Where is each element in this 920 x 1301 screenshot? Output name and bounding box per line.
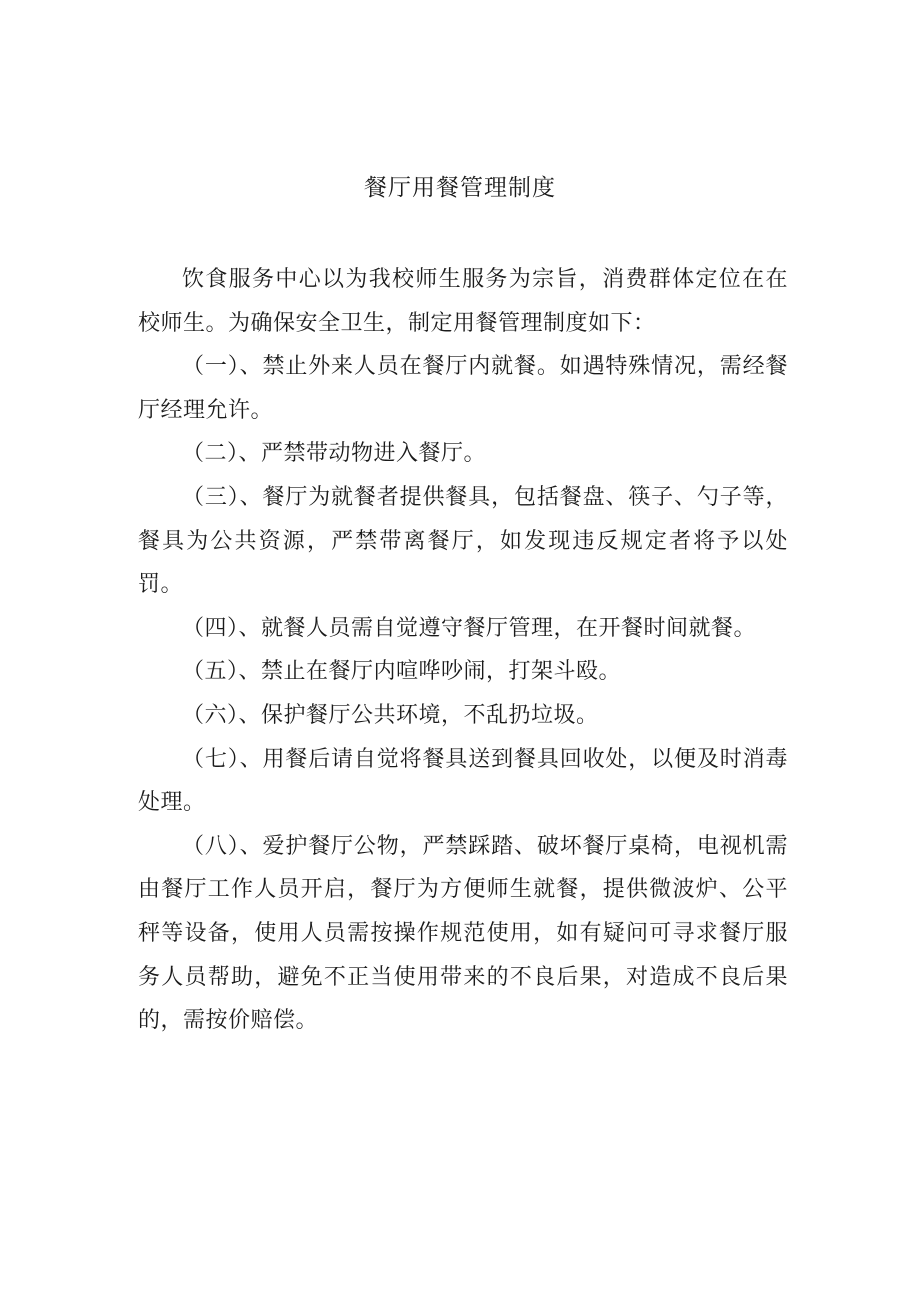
document-body: [138, 258, 788, 1043]
intro-paragraph: 饮食服务中心以为我校师生服务为宗旨，消费群体定位在在校师生。为确保安全卫生，制定用餐管理制度如下：: [138, 267, 788, 336]
rule-7-paragraph: （七）、用餐后请自觉将餐具送到餐具回收处，以便及时消毒处理。: [138, 746, 788, 816]
rule-4-paragraph: （四）、就餐人员需自觉遵守餐厅管理，在开餐时间就餐。: [182, 615, 757, 641]
rule-5-paragraph: （五）、禁止在餐厅内喧哗吵闹，打架斗殴。: [182, 659, 622, 685]
rule-6-paragraph: （六）、保护餐厅公共环境，不乱扔垃圾。: [182, 702, 599, 728]
rule-3-paragraph: （三）、餐厅为就餐者提供餐具，包括餐盘、筷子、勺子等，餐具为公共资源，严禁带离餐厅，如发现违反规定者将予以处罚。: [138, 484, 788, 598]
rule-1-paragraph: （一）、禁止外来人员在餐厅内就餐。如遇特殊情况，需经餐厅经理允许。: [138, 354, 788, 423]
rule-2-paragraph: （二）、严禁带动物进入餐厅。: [182, 441, 487, 467]
rule-8-paragraph: （八）、爱护餐厅公物，严禁踩踏、破坏餐厅桌椅，电视机需由餐厅工作人员开启，餐厅为方便师生就餐，提供微波炉、公平秤等设备，使用人员需按操作规范使用，如有疑问可寻求餐厅服务人员帮助，避免不正当使用带来的不良后果，对造成不良后果的，需按价赔偿。: [138, 833, 788, 1034]
document-title: 餐厅用餐管理制度: [364, 175, 556, 201]
